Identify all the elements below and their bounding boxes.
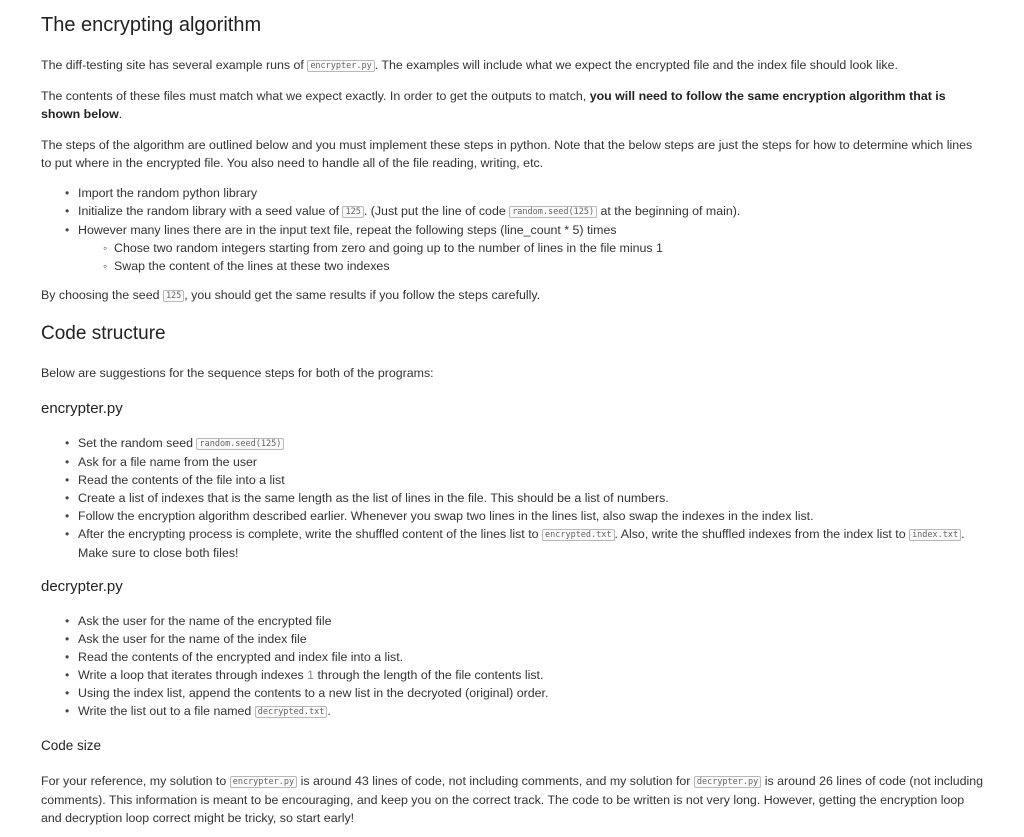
list-item: • Read the contents of the file into a list: [41, 471, 984, 489]
code-decrypter: decrypter.py: [694, 776, 761, 788]
list-item: • However many lines there are in the input text file, repeat the following steps (line_count * 5) times: [41, 221, 984, 239]
code-decrypted-txt: decrypted.txt: [255, 706, 328, 718]
list-item: • Ask the user for the name of the encrypted file: [41, 612, 984, 630]
code-encrypter: encrypter.py: [307, 60, 374, 72]
list-item: ◦ Chose two random integers starting from zero and going up to the number of lines in the file minus 1: [41, 239, 984, 257]
list-item: • Using the index list, append the contents to a new list in the decryoted (original) order.: [41, 684, 984, 702]
code-index-txt: index.txt: [909, 529, 961, 541]
code-seed-value: 125: [342, 206, 363, 218]
code-seed: 125: [163, 290, 184, 302]
paragraph-diff-testing: The diff-testing site has several example runs of encrypter.py . The examples will include what we expect the encrypted file and the index file should look like.: [41, 58, 898, 72]
decrypter-steps-list: [41, 612, 984, 721]
heading-encrypter: encrypter.py: [41, 400, 123, 417]
paragraph-match-exactly: The contents of these files must match what we expect exactly. In order to get the outputs to match, you will need to follow the same encryption algorithm that is shown below.: [41, 89, 946, 121]
paragraph-seed-note: By choosing the seed 125 , you should get the same results if you follow the steps carefully.: [41, 288, 541, 302]
list-item: • Initialize the random library with a seed value of 125 . (Just put the line of code random.seed(125) at the beginning of main).: [41, 202, 984, 221]
encrypter-steps-list: [41, 434, 984, 562]
list-item: • Follow the encryption algorithm described earlier. Whenever you swap two lines in the lines list, also swap the indexes in the index list.: [41, 507, 984, 525]
heading-encrypting-algorithm: The encrypting algorithm: [41, 14, 262, 36]
paragraph-code-size: For your reference, my solution to encrypter.py is around 43 lines of code, not including comments, and my solution for decrypter.py is around 26 lines of code (not including comments). This information is meant to be encouraging, and keep you on the correct track. The code to be written is not very long. However, getting the encryption loop and decryption loop correct might be tricky, so start early!: [41, 774, 984, 825]
list-item: • Import the random python library: [41, 184, 984, 202]
list-item: • Read the contents of the encrypted and index file into a list.: [41, 648, 984, 666]
list-item: • After the encrypting process is complete, write the shuffled content of the lines list to encrypted.txt . Also, write the shuffled indexes from the index list to index.txt . Make sure to close both files!: [41, 525, 984, 562]
paragraph-steps-outline: The steps of the algorithm are outlined below and you must implement these steps in python. Note that the below steps are just the steps for how to determine which lines to put where in the encrypted file. You also need to handle all of the file reading, writing, etc.: [41, 138, 973, 170]
list-item: ◦ Swap the content of the lines at these two indexes: [41, 257, 984, 275]
list-item: • Ask for a file name from the user: [41, 453, 984, 471]
heading-code-structure: Code structure: [41, 323, 166, 344]
code-encrypter: encrypter.py: [230, 776, 297, 788]
heading-code-size: Code size: [41, 738, 102, 753]
list-item: • Set the random seed random.seed(125): [41, 434, 984, 453]
list-item: • Write the list out to a file named decrypted.txt .: [41, 702, 984, 721]
list-item: • Ask the user for the name of the index file: [41, 630, 984, 648]
code-random-seed: random.seed(125): [509, 206, 597, 218]
list-item: • Create a list of indexes that is the same length as the list of lines in the file. This should be a list of numbers.: [41, 489, 984, 507]
algorithm-steps-list: [41, 184, 984, 275]
heading-decrypter: decrypter.py: [41, 578, 123, 595]
list-item: • Write a loop that iterates through indexes 1 through the length of the file contents list.: [41, 666, 984, 684]
paragraph-suggestions: Below are suggestions for the sequence steps for both of the programs:: [41, 366, 434, 380]
bold-emphasis: you will need to follow the same encryption algorithm that is shown below: [41, 89, 946, 121]
code-encrypted-txt: encrypted.txt: [542, 529, 615, 541]
index-number: 1: [307, 668, 315, 682]
code-random-seed: random.seed(125): [196, 438, 284, 450]
